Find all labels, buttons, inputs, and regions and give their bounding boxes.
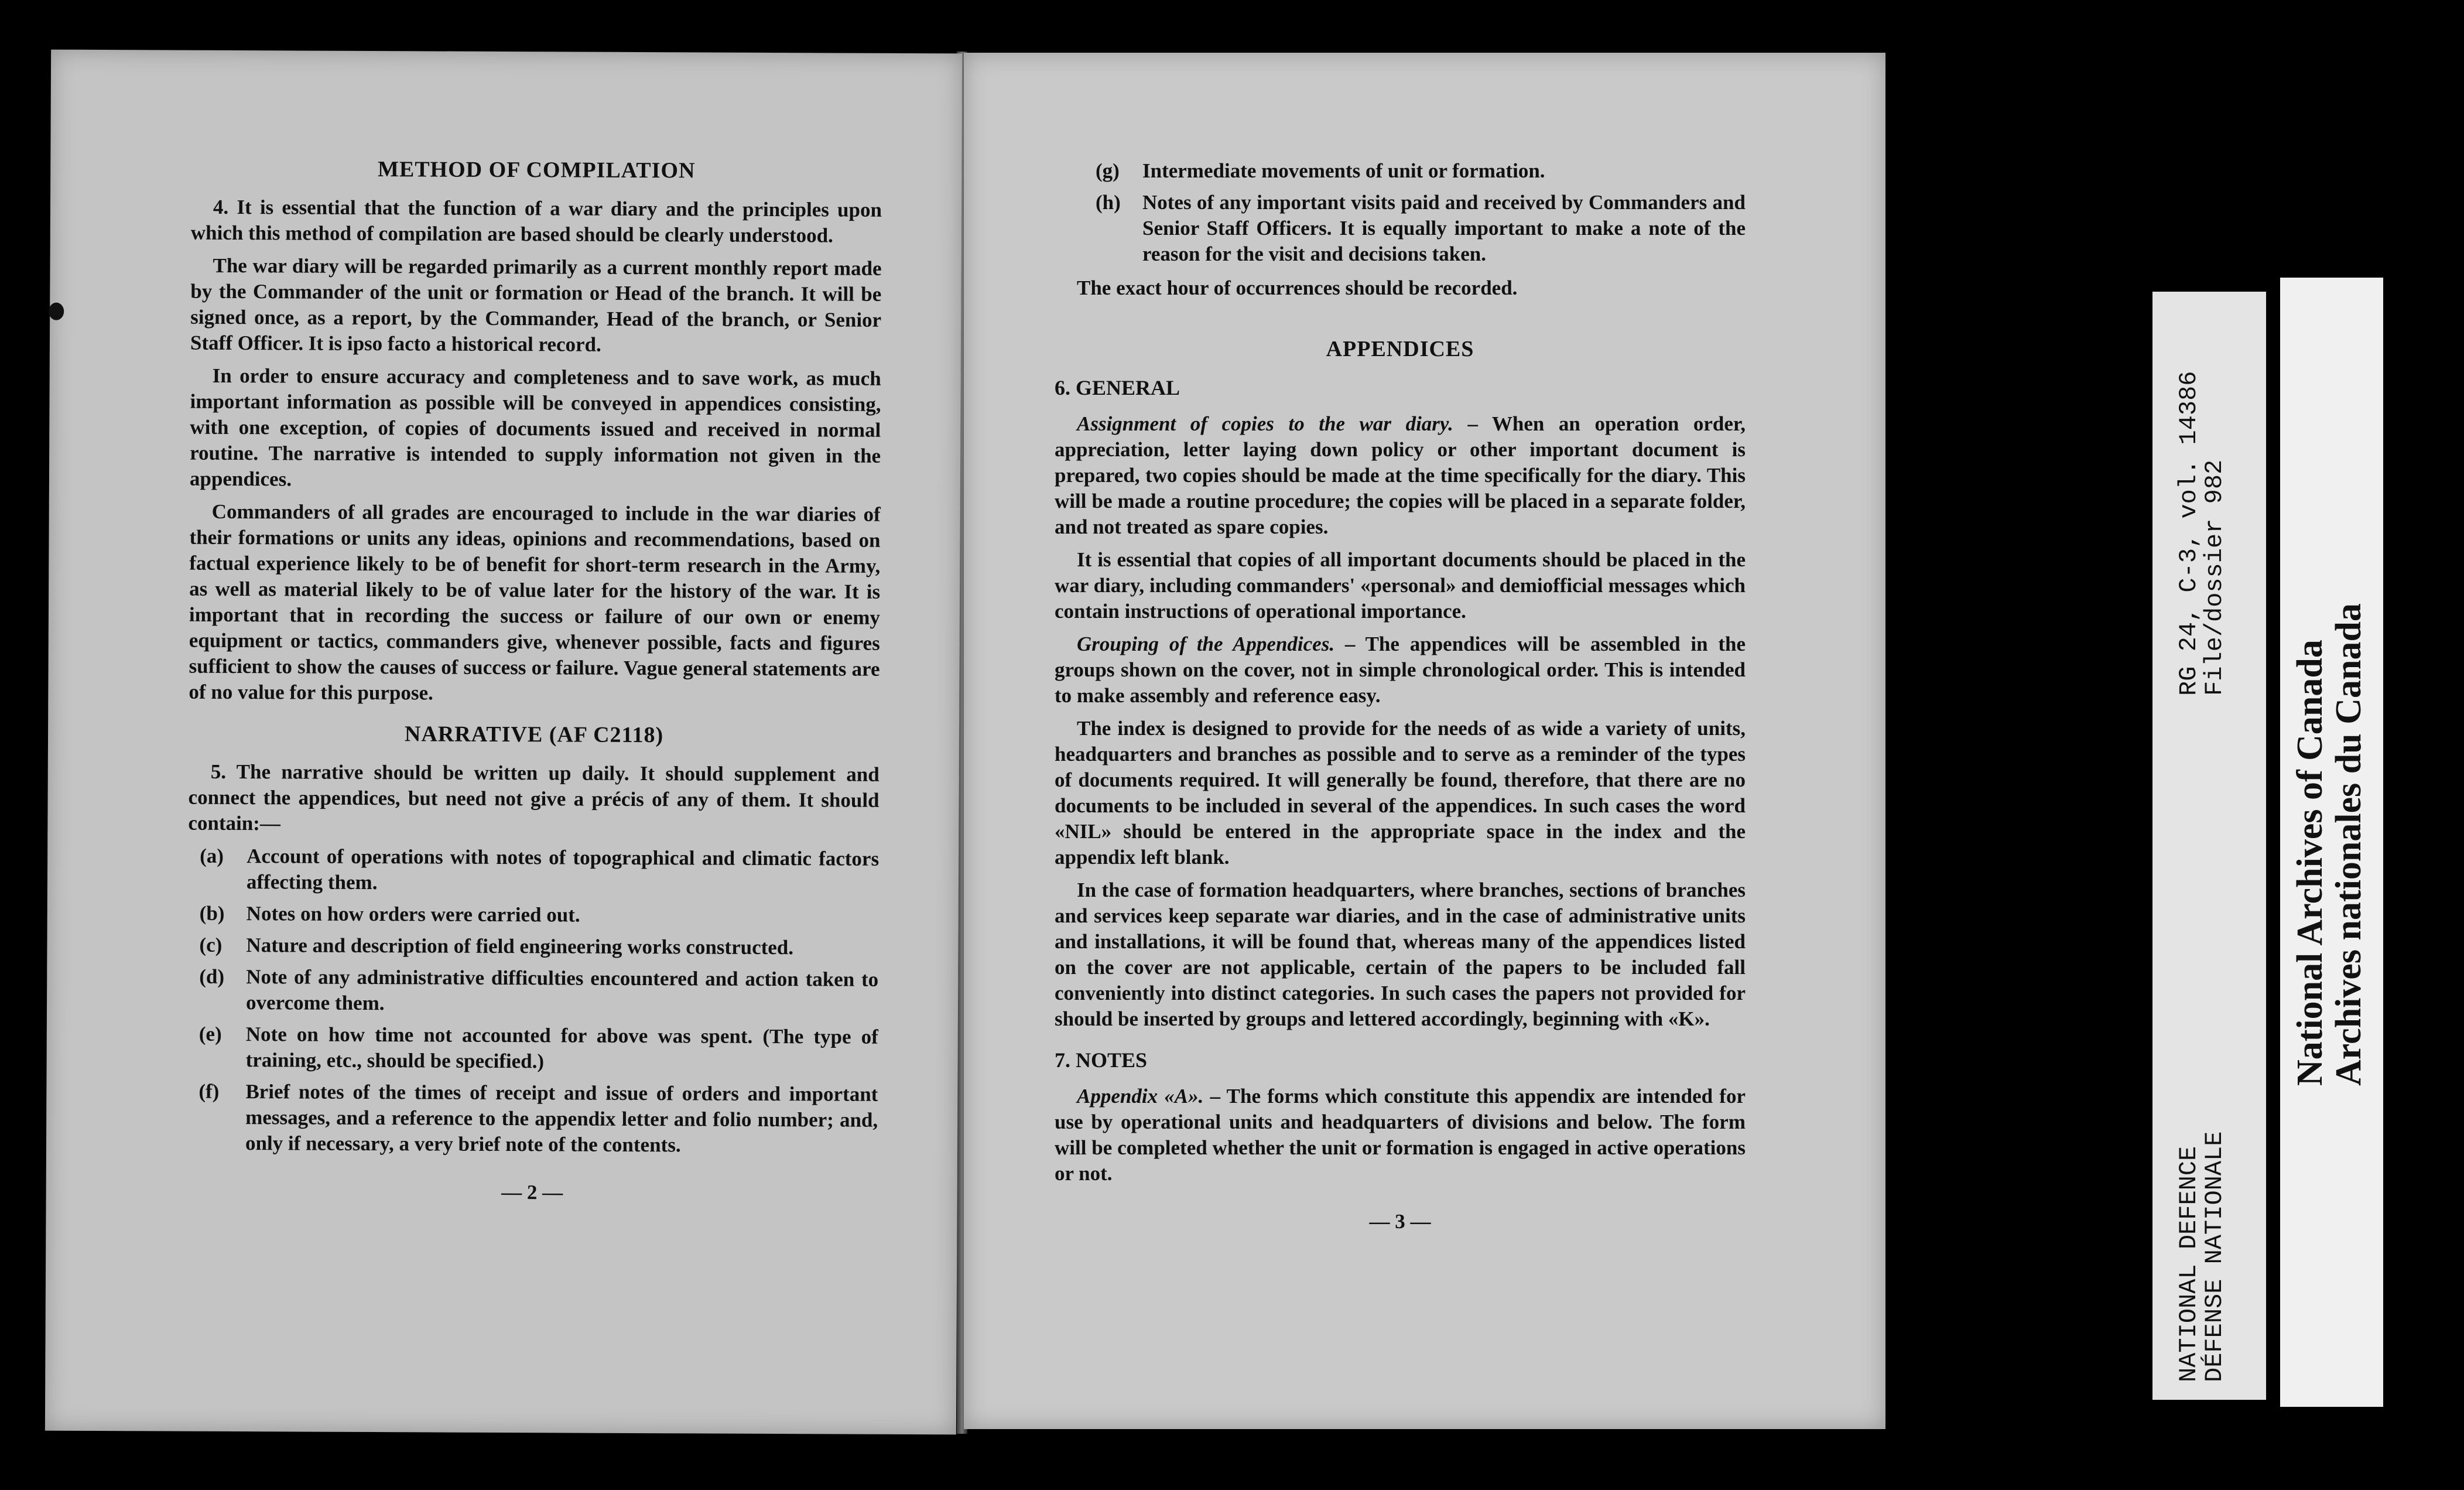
narrative-items-continued — [1055, 158, 1746, 267]
assignment-text: – When an operation order, appreciation, letter laying down policy or other important document is prepared, two copies should be made at the time specifically for the diary. This will be made a routine procedure; the copies will be placed in a separate folder, and not treated as spare copies. — [1055, 412, 1746, 538]
archives-line-1: National Archives of Canada — [2290, 640, 2330, 1086]
appendix-a-paragraph — [1055, 1084, 1746, 1187]
assignment-title: Assignment of copies to the war diary. — [1077, 412, 1453, 435]
item-label: (d) — [199, 965, 225, 988]
item-label: (c) — [199, 933, 223, 956]
list-item — [188, 901, 879, 929]
essential-paragraph: It is essential that copies of all important documents should be placed in the war diary, including commanders' «personal» and demiofficial messages which contain instructions of operational importance. — [1055, 548, 1746, 623]
defence-line-2: DÉFENSE NATIONALE — [2201, 1131, 2229, 1382]
item-label: (b) — [199, 901, 225, 925]
item-text: Intermediate movements of unit or formation. — [1142, 159, 1545, 182]
item-text: Note of any administrative difficulties encountered and action taken to overcome them. — [245, 965, 879, 1015]
national-archives-card — [2280, 278, 2383, 1407]
right-page — [964, 53, 1885, 1429]
list-item — [187, 932, 878, 961]
formation-paragraph: In the case of formation headquarters, where branches, sections of branches and services keep separate war diaries, and in the case of administrative units and installations, it will be found that, whereas many of the appendices listed on the cover are not applicable, certain of the papers to be included fall conveniently into distinct categories. In such cases the papers not provided for should be inserted by groups and lettered accordingly, beginning with «K». — [1055, 879, 1746, 1030]
reference-line-2: File/dossier 982 — [2201, 459, 2229, 696]
method-heading: METHOD OF COMPILATION — [377, 157, 696, 183]
index-paragraph: The index is designed to provide for the needs of as wide a variety of units, headquarters and branches as possible and to serve as a reminder of the types of documents required. It will generally be found, therefore, that there are no documents to be included in several of the appendices. In such cases the word «NIL» should be entered in the appropriate space in the index and the appendix left blank. — [1055, 717, 1746, 869]
item-label: (e) — [199, 1022, 222, 1045]
punch-hole — [49, 303, 64, 320]
list-item — [1055, 190, 1746, 267]
archives-label — [2291, 603, 2368, 1086]
national-defence-card — [2152, 292, 2266, 1400]
list-item — [187, 964, 878, 1019]
right-page-text — [1055, 158, 1746, 1235]
list-item — [187, 1079, 878, 1159]
grouping-title: Grouping of the Appendices. — [1077, 633, 1335, 655]
page-number: — 2 — — [501, 1180, 563, 1204]
paragraph-war-diary: The war diary will be regarded primarily as a current monthly report made by the Commander of the unit or formation or Head of the branch. It will be signed once, as a report, by the Commander, Head of the branch, or Senior Staff Officer. It is ipso facto a historical record. — [190, 254, 882, 356]
paragraph-commanders: Commanders of all grades are encouraged to include in the war diaries of their formations or units any ideas, opinions and recommendations, based on factual experience likely to be of benefit for short-term research in the Army, as well as material likely to be of value later for the history of the war. It is important that in recording the success or failure of our own or enemy equipment or tactics, commanders give, whenever possible, facts and figures sufficient to show the causes of success or failure. Vague general statements are of no value for this purpose. — [189, 500, 881, 705]
grouping-paragraph — [1055, 631, 1746, 709]
narrative-heading: NARRATIVE (AF C2118) — [404, 722, 664, 748]
page-number: — 3 — — [1369, 1210, 1431, 1233]
narrative-items — [187, 843, 879, 1159]
item-text: Nature and description of field engineering works constructed. — [246, 934, 794, 959]
item-text: Brief notes of the times of receipt and issue of orders and important messages, and a reference to the appendix letter and folio number; and, only if necessary, a very brief note of the contents. — [245, 1080, 878, 1157]
archives-line-2: Archives nationales du Canada — [2329, 603, 2369, 1086]
list-item — [1055, 158, 1746, 184]
item-text: Notes on how orders were carried out. — [246, 902, 580, 927]
list-item — [188, 843, 879, 898]
appendix-a-text: – The forms which constitute this appendix are intended for use by operational units and headquarters of divisions and below. The form will be completed whether the unit or formation is engaged in active operations or not. — [1055, 1085, 1746, 1185]
grouping-text: – The appendices will be assembled in the groups shown on the cover, not in simple chronological order. This is intended to make assembly and reference easy. — [1055, 633, 1746, 707]
paragraph-4: 4. It is essential that the function of a war diary and the principles upon which this method of compilation are based should be clearly understood. — [190, 195, 882, 247]
paragraph-accuracy: In order to ensure accuracy and completeness and to save work, as much important information as possible will be conveyed in appendices consisting, with one exception, of copies of documents issued and received in normal routine. The narrative is intended to supply information not given in the appendices. — [189, 364, 881, 491]
reference-line-1: RG 24, C-3, vol. 14386 — [2175, 371, 2203, 696]
item-text: Account of operations with notes of topographical and climatic factors affecting them. — [246, 845, 879, 894]
assignment-paragraph — [1055, 411, 1746, 540]
appendices-heading: APPENDICES — [1326, 337, 1474, 361]
exact-hour-paragraph: The exact hour of occurrences should be recorded. — [1077, 276, 1518, 299]
item-text: Notes of any important visits paid and received by Commanders and Senior Staff Officers. It is equally important to make a note of the reason for the visit and decisions taken. — [1142, 191, 1746, 265]
item-label: (a) — [200, 844, 224, 867]
item-text: Note on how time not accounted for above was spent. (The type of training, etc., should be specified.) — [245, 1023, 878, 1073]
general-heading: 6. GENERAL — [1055, 376, 1180, 399]
paragraph-5: 5. The narrative should be written up daily. It should supplement and connect the appendices, but need not give a précis of any of them. It should contain:— — [188, 760, 879, 835]
item-label: (g) — [1096, 159, 1120, 182]
notes-heading: 7. NOTES — [1055, 1048, 1148, 1072]
defence-label — [2176, 1132, 2227, 1382]
defence-line-1: NATIONAL DEFENCE — [2175, 1146, 2203, 1382]
item-label: (f) — [199, 1079, 220, 1103]
reference-label — [2176, 371, 2227, 696]
list-item — [187, 1021, 878, 1076]
left-page — [45, 50, 962, 1435]
left-page-text — [187, 156, 882, 1207]
appendix-a-title: Appendix «A». — [1077, 1085, 1204, 1108]
item-label: (h) — [1096, 191, 1121, 214]
